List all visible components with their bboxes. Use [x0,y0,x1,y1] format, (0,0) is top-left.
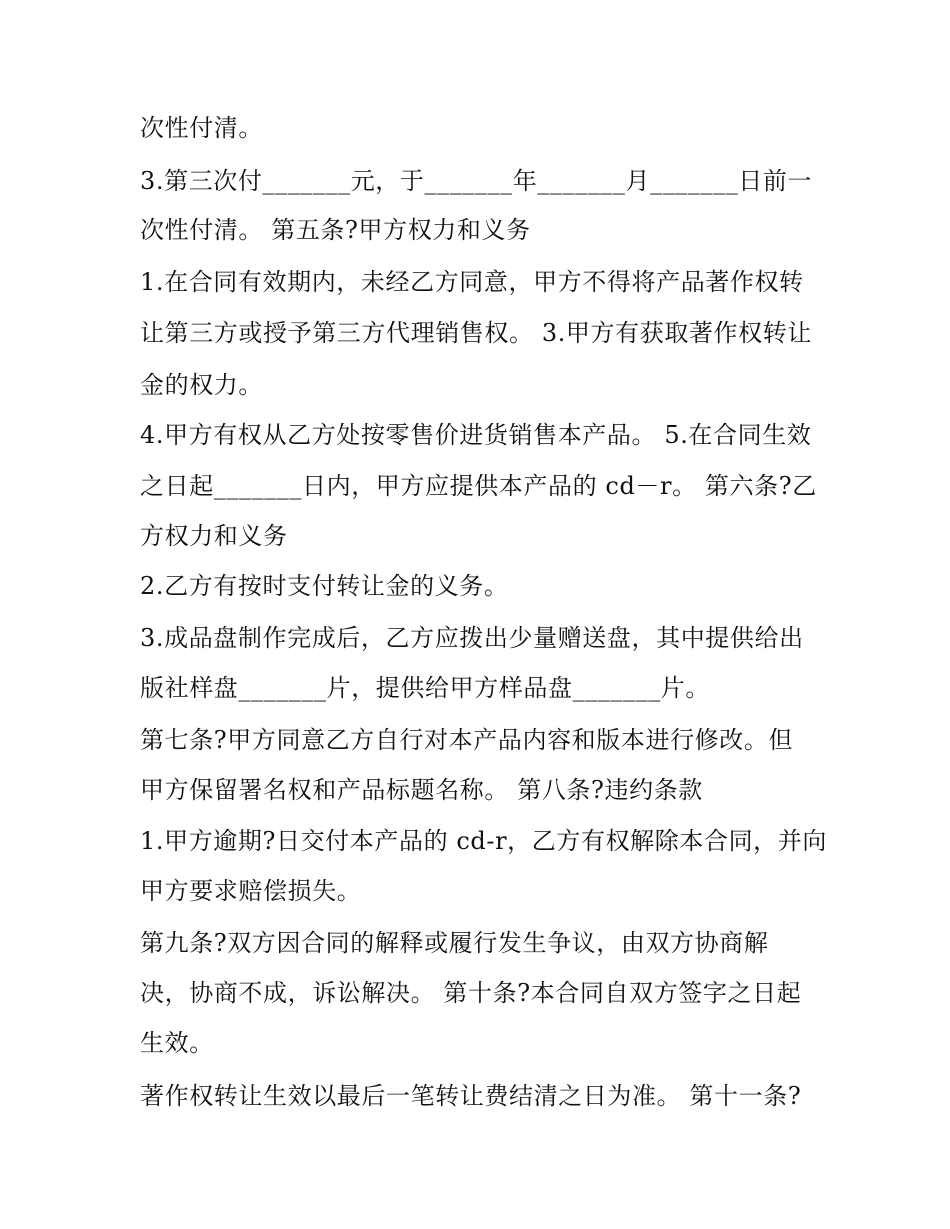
text-line: 金的权力。 [140,371,263,399]
text-line: 第九条?双方因合同的解释或履行发生争议，由双方协商解 [140,929,769,957]
text-line: 版社样盘_______片，提供给甲方样品盘_______片。 [140,674,710,702]
text-line: 1.甲方逾期?日交付本产品的 cd-r，乙方有权解除本合同，并向 [140,827,827,855]
text-line: 次性付清。 第五条?甲方权力和义务 [140,216,531,244]
text-line: 决，协商不成，诉讼解决。 第十条?本合同自双方签字之日起 [140,979,802,1007]
text-line: 甲方要求赔偿损失。 [140,877,362,905]
text-line: 之日起_______日内，甲方应提供本产品的 cd－r。 第六条?乙 [140,472,817,500]
text-line: 1.在合同有效期内，未经乙方同意，甲方不得将产品著作权转 [140,268,804,296]
text-line: 次性付清。 [140,114,263,142]
text-line: 让第三方或授予第三方代理销售权。 3.甲方有获取著作权转让 [140,319,812,347]
text-line: 甲方保留署名权和产品标题名称。 第八条?违约条款 [140,776,703,804]
text-line: 3.成品盘制作完成后，乙方应拨出少量赠送盘，其中提供给出 [140,624,804,652]
text-line: 4.甲方有权从乙方处按零售价进货销售本产品。 5.在合同生效 [140,421,812,449]
text-line: 著作权转让生效以最后一笔转让费结清之日为准。 第十一条? [140,1082,802,1110]
text-line: 方权力和义务 [140,522,288,550]
text-line: 生效。 [140,1029,214,1057]
text-line: 3.第三次付_______元，于_______年_______月_______日前一 [140,167,813,195]
text-line: 2.乙方有按时支付转让金的义务。 [140,572,509,600]
text-line: 第七条?甲方同意乙方自行对本产品内容和版本进行修改。但 [140,726,794,754]
